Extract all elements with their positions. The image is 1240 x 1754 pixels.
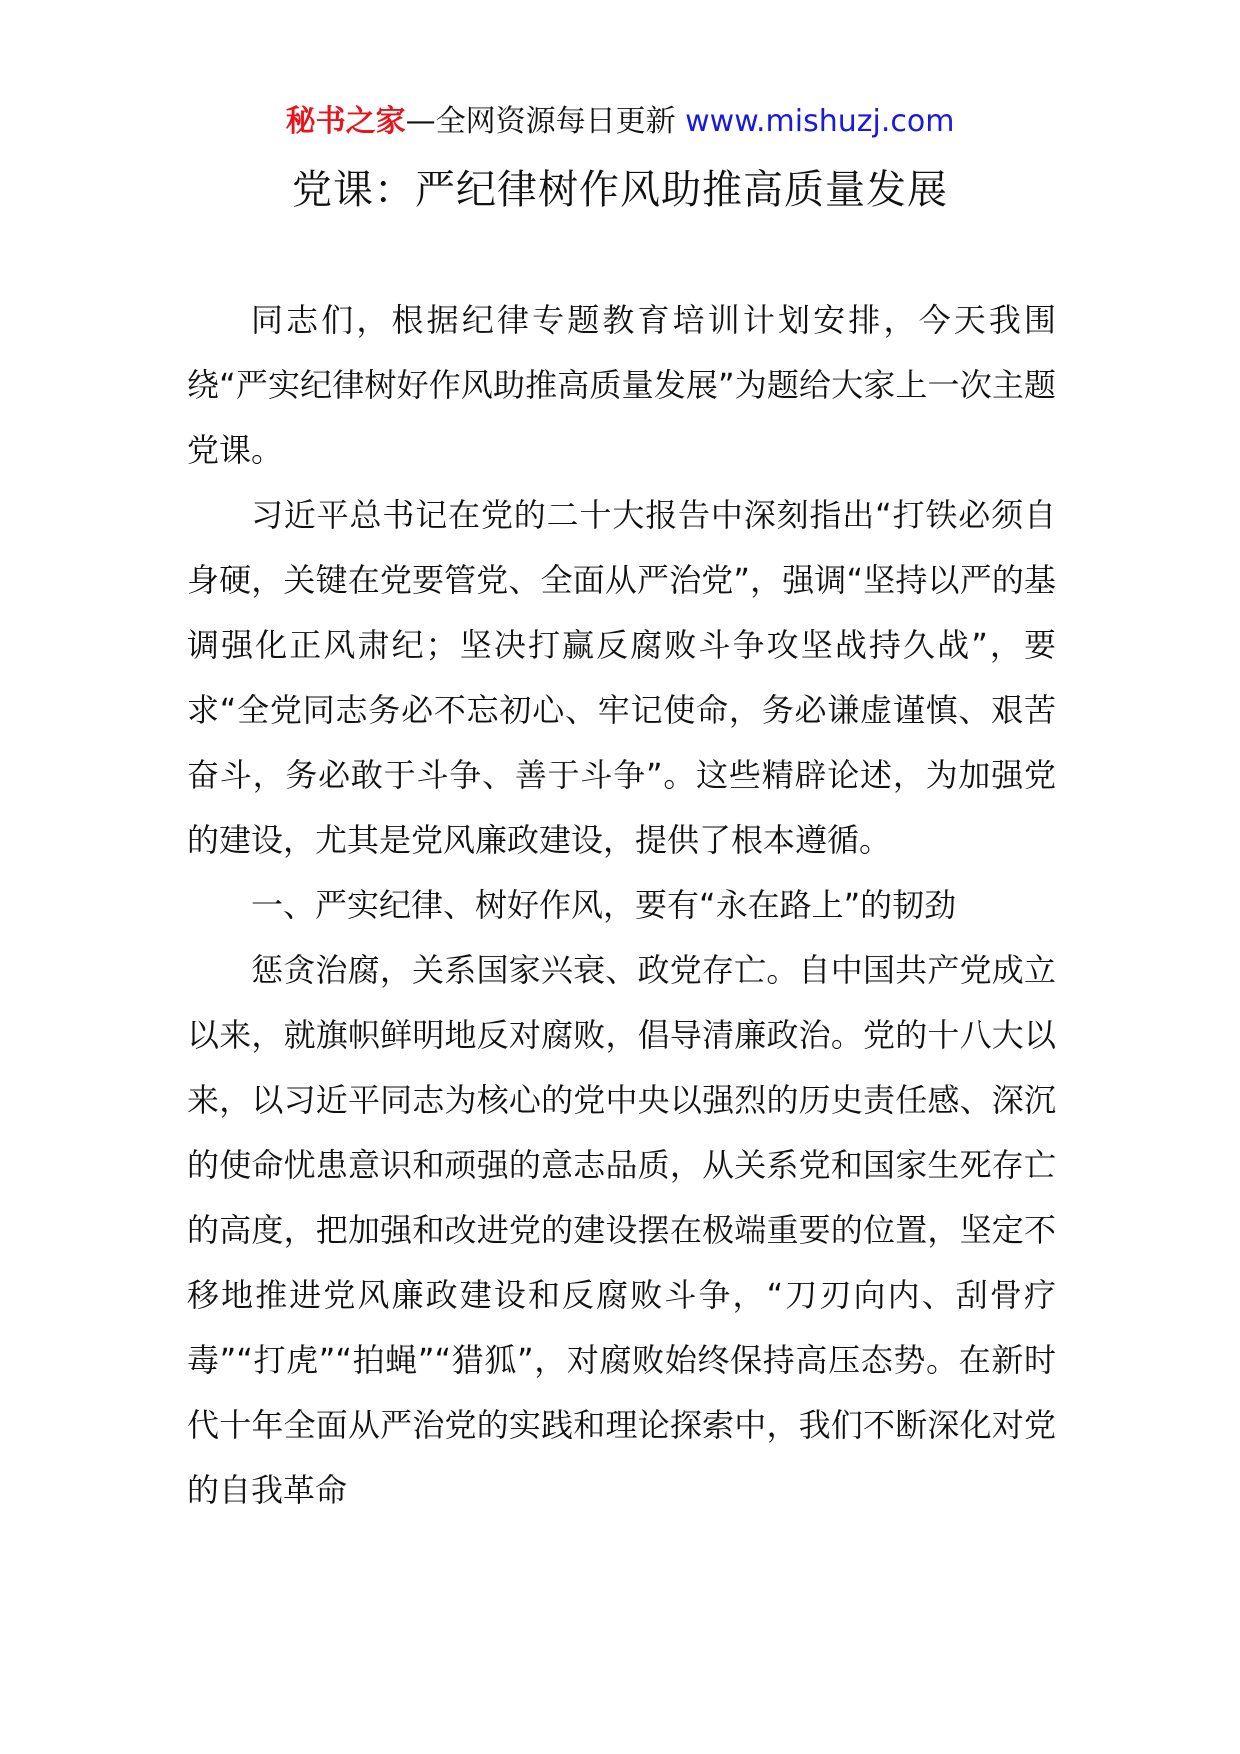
brand-name: 秘书之家 [285, 104, 406, 139]
document-title: 党课：严纪律树作风助推高质量发展 [292, 167, 948, 213]
document-body [187, 288, 1056, 1523]
paragraph-section-1: 惩贪治腐，关系国家兴衰、政党存亡。自中国共产党成立以来，就旗帜鲜明地反对腐败，倡导清廉政治。党的十八大以来，以习近平同志为核心的党中央以强烈的历史责任感、深沉的使命忧患意识和顽强的意志品质，从关系党和国家生死存亡的高度，把加强和改进党的建设摆在极端重要的位置，坚定不移地推进党风廉政建设和反腐败斗争，“刀刃向内、刮骨疗毒”“打虎”“拍蝇”“猎狐”，对腐败始终保持高压态势。在新时代十年全面从严治党的实践和理论探索中，我们不断深化对党的自我革命 [187, 951, 1056, 1509]
header-tagline: —全网资源每日更新 [405, 104, 676, 139]
section-heading-1: 一、严实纪律、树好作风，要有“永在路上”的韧劲 [251, 886, 957, 924]
paragraph-intro: 同志们，根据纪律专题教育培训计划安排，今天我围绕“严实纪律树好作风助推高质量发展”为题给大家上一次主题党课。 [187, 301, 1056, 469]
website-link[interactable]: www.mishuzj.com [685, 104, 955, 139]
header-banner [0, 100, 1240, 144]
paragraph-quote: 习近平总书记在党的二十大报告中深刻指出“打铁必须自身硬，关键在党要管党、全面从严治党”，强调“坚持以严的基调强化正风肃纪；坚决打赢反腐败斗争攻坚战持久战”，要求“全党同志务必不忘初心、牢记使命，务必谦虚谨慎、艰苦奋斗，务必敢于斗争、善于斗争”。这些精辟论述，为加强党的建设，尤其是党风廉政建设，提供了根本遵循。 [187, 496, 1056, 859]
